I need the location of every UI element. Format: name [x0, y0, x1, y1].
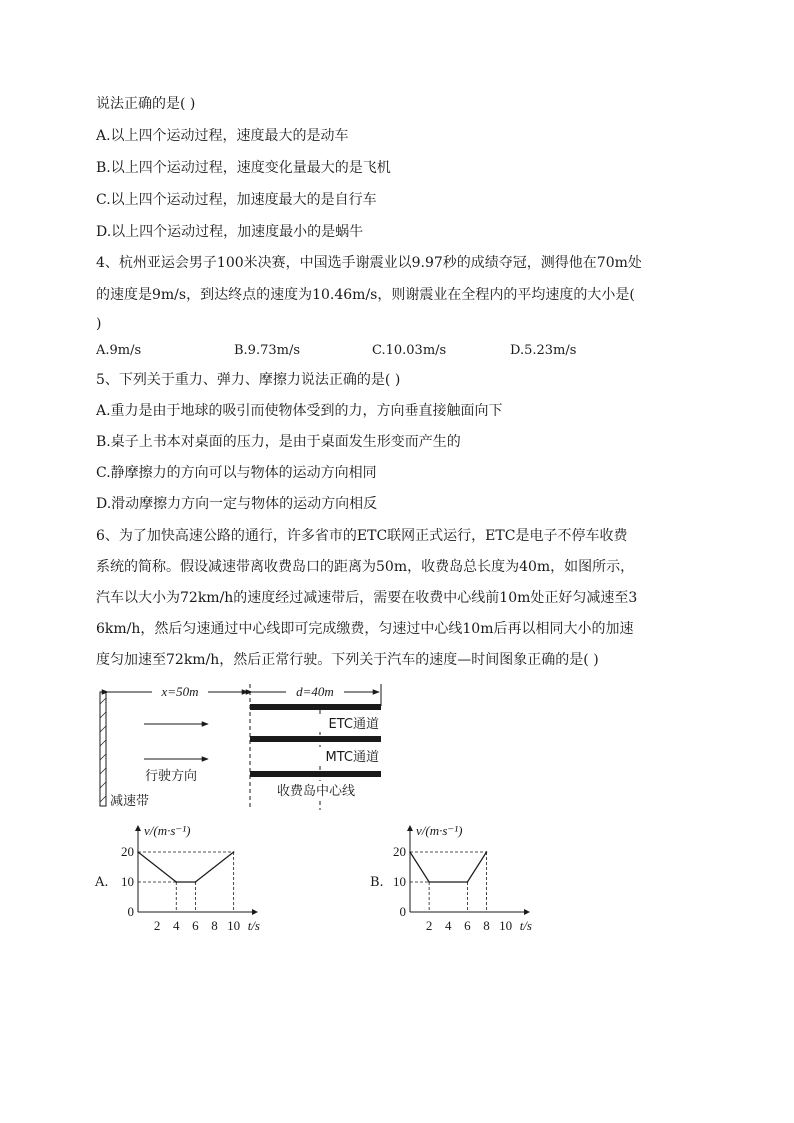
graph-a — [110, 822, 260, 937]
q3-option-c: C.以上四个运动过程，加速度最大的是自行车 — [96, 192, 377, 208]
q4-option-b: B.9.73m/s — [234, 343, 301, 358]
center-line-label: 收费岛中心线 — [276, 784, 356, 799]
velocity-segment — [138, 852, 176, 882]
toll-station-diagram — [90, 680, 400, 815]
q5-option-d: D.滑动摩擦力方向一定与物体的运动方向相反 — [96, 496, 378, 512]
q5-option-a: A.重力是由于地球的吸引而使物体受到的力，方向垂直接触面向下 — [96, 403, 503, 419]
y-axis-arrow — [407, 825, 413, 831]
graph-b-option-label: B. — [370, 875, 384, 890]
speed-bump-post — [100, 692, 106, 806]
x-tick-label: 10 — [499, 918, 513, 933]
velocity-point — [195, 881, 197, 883]
x-distance-label: x=50m — [161, 684, 199, 699]
x-axis-label: t/s — [519, 918, 532, 933]
mtc-lane-label: MTC通道 — [325, 750, 379, 765]
q3-option-a: A.以上四个运动过程，速度最大的是动车 — [96, 128, 349, 144]
velocity-point — [467, 881, 469, 883]
y-tick-label: 0 — [127, 904, 134, 919]
island-bar-top — [250, 704, 381, 710]
y-axis-label: v/(m·s⁻¹) — [416, 823, 463, 838]
direction-label: 行驶方向 — [145, 769, 198, 784]
q6-stem-line2: 系统的简称。假设减速带离收费岛口的距离为50m，收费岛总长度为40m，如图所示， — [96, 559, 635, 575]
x-tick-label: 10 — [227, 918, 241, 933]
etc-lane-label: ETC通道 — [328, 717, 379, 732]
x-tick-label: 8 — [483, 918, 490, 933]
velocity-point — [175, 881, 177, 883]
velocity-segment — [195, 852, 233, 882]
q3-stem: 说法正确的是( ) — [96, 96, 196, 112]
q6-stem-line4: 6km/h，然后匀速通过中心线即可完成缴费，匀速过中心线10m后再以相同大小的加速 — [96, 621, 634, 637]
y-tick-label: 0 — [399, 904, 406, 919]
velocity-segment — [467, 852, 486, 882]
q3-option-d: D.以上四个运动过程，加速度最小的是蜗牛 — [96, 224, 364, 240]
q4-stem-line1: 4、杭州亚运会男子100米决赛，中国选手谢震业以9.97秒的成绩夺冠，测得他在70m处 — [96, 255, 642, 271]
x-tick-label: 4 — [173, 918, 180, 933]
velocity-point — [428, 881, 430, 883]
island-bar-middle — [250, 736, 381, 742]
velocity-point — [233, 851, 235, 853]
velocity-segment — [410, 852, 429, 882]
x-tick-label: 6 — [464, 918, 471, 933]
y-tick-label: 20 — [121, 844, 134, 859]
x-tick-label: 8 — [211, 918, 218, 933]
velocity-point — [486, 851, 488, 853]
d-distance-label: d=40m — [296, 684, 334, 699]
q6-stem-line3: 汽车以大小为72km/h的速度经过减速带后，需要在收费中心线前10m处正好匀减速至3 — [96, 590, 638, 606]
x-axis-arrow — [252, 909, 258, 915]
y-axis-arrow — [135, 825, 141, 831]
q3-option-b: B.以上四个运动过程，速度变化量最大的是飞机 — [96, 160, 391, 176]
y-tick-label: 20 — [393, 844, 406, 859]
graph-a-option-label: A. — [95, 875, 109, 890]
x-tick-label: 4 — [445, 918, 452, 933]
q4-option-a: A.9m/s — [96, 343, 142, 358]
island-bar-bottom — [250, 771, 381, 777]
x-tick-label: 2 — [153, 918, 161, 933]
velocity-point — [137, 851, 139, 853]
y-axis-label: v/(m·s⁻¹) — [144, 823, 191, 838]
q4-option-d: D.5.23m/s — [510, 343, 577, 358]
x-axis-label: t/s — [247, 918, 260, 933]
q4-stem-line3: ) — [96, 316, 102, 332]
q4-option-c: C.10.03m/s — [372, 343, 447, 358]
x-tick-label: 2 — [425, 918, 433, 933]
y-tick-label: 10 — [393, 874, 406, 889]
velocity-point — [409, 851, 411, 853]
speed-bump-label: 减速带 — [110, 794, 150, 809]
graph-b — [382, 822, 532, 937]
y-tick-label: 10 — [121, 874, 134, 889]
q6-stem-line1: 6、为了加快高速公路的通行，许多省市的ETC联网正式运行，ETC是电子不停车收费 — [96, 528, 628, 544]
q4-stem-line2: 的速度是9m/s，到达终点的速度为10.46m/s，则谢震业在全程内的平均速度的大小是( — [96, 287, 635, 303]
x-tick-label: 6 — [192, 918, 199, 933]
x-axis-arrow — [524, 909, 530, 915]
q5-option-b: B.桌子上书本对桌面的压力，是由于桌面发生形变而产生的 — [96, 434, 461, 450]
q5-stem: 5、下列关于重力、弹力、摩擦力说法正确的是( ) — [96, 372, 401, 388]
q6-stem-line5: 度匀加速至72km/h，然后正常行驶。下列关于汽车的速度—时间图象正确的是( ) — [96, 652, 599, 668]
q5-option-c: C.静摩擦力的方向可以与物体的运动方向相同 — [96, 465, 377, 481]
